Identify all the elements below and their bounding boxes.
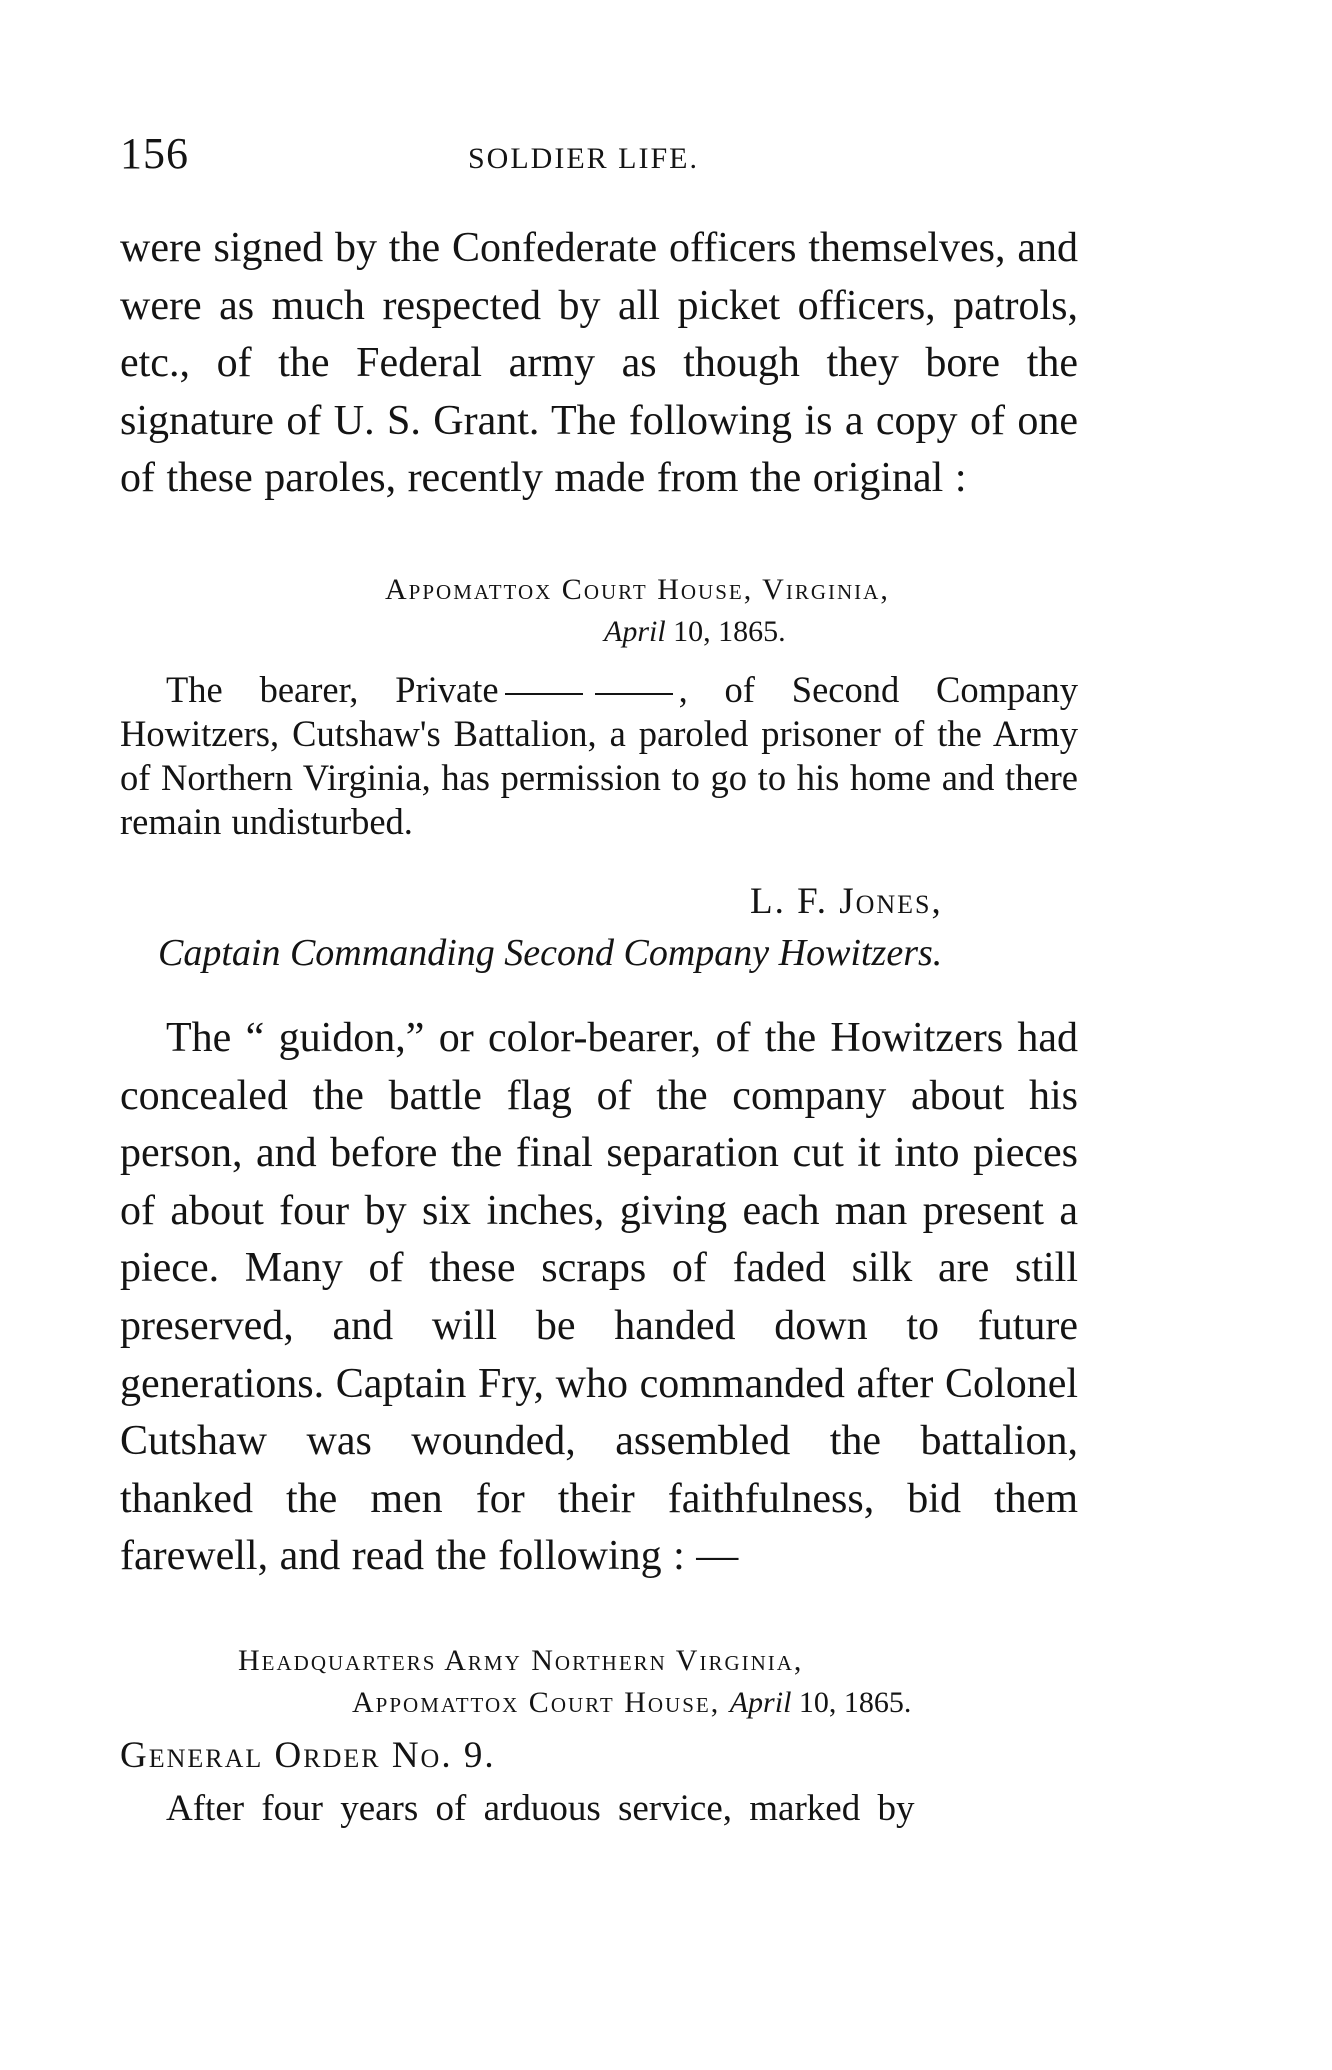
- order-heading-line2: [352, 1686, 911, 1720]
- blank-dash: [595, 693, 673, 695]
- parole-date: [604, 615, 786, 649]
- parole-body-rest: , of Second Company Howitzers, Cutshaw's Battalion, a paroled prisoner of the Army of Northern Virginia, has permission to go to his home and there remain undisturbed.: [120, 669, 1078, 842]
- order-heading-month: April: [729, 1686, 792, 1719]
- order-heading-line1: Headquarters Army Northern Virginia,: [238, 1644, 804, 1677]
- parole-signer-title: Captain Commanding Second Company Howitzers.: [158, 932, 943, 974]
- page-number: 156: [120, 129, 189, 178]
- order-first-line: After four years of arduous service, marked by: [166, 1788, 915, 1829]
- blank-dash: [505, 693, 583, 695]
- parole-body-start: The bearer, Private: [166, 669, 499, 710]
- parole-body: [120, 668, 1078, 844]
- parole-place: Appomattox Court House, Virginia,: [385, 573, 890, 606]
- parole-date-month: April: [604, 615, 666, 648]
- order-title: General Order No. 9.: [120, 1735, 496, 1776]
- parole-signer-name: L. F. Jones,: [750, 881, 943, 922]
- order-heading-rest: 10, 1865.: [791, 1686, 912, 1719]
- running-head: SOLDIER LIFE.: [468, 142, 699, 175]
- parole-date-rest: 10, 1865.: [665, 615, 786, 648]
- parole-signer: [750, 880, 943, 923]
- intro-paragraph: were signed by the Confederate officers themselves, and were as much respected by all picket officers, patrols, etc., of the Federal army as though they bore the signature of U. S. Grant. The following is a copy of one of these paroles, recently made from the original :: [120, 225, 1078, 502]
- order-heading-place: Appomattox Court House,: [352, 1686, 730, 1719]
- narrative-paragraph: The “ guidon,” or color-bearer, of the Howitzers had concealed the battle flag of the company about his person, and before the final separation cut it into pieces of about four by six inches, giving each man present a piece. Many of these scraps of faded silk are still preserved, and will be handed down to future generations. Captain Fry, who commanded after Colonel Cutshaw was wounded, assembled the battalion, thanked the men for their faithfulness, bid them farewell, and read the following : —: [120, 1015, 1078, 1580]
- page-header: [120, 128, 1080, 188]
